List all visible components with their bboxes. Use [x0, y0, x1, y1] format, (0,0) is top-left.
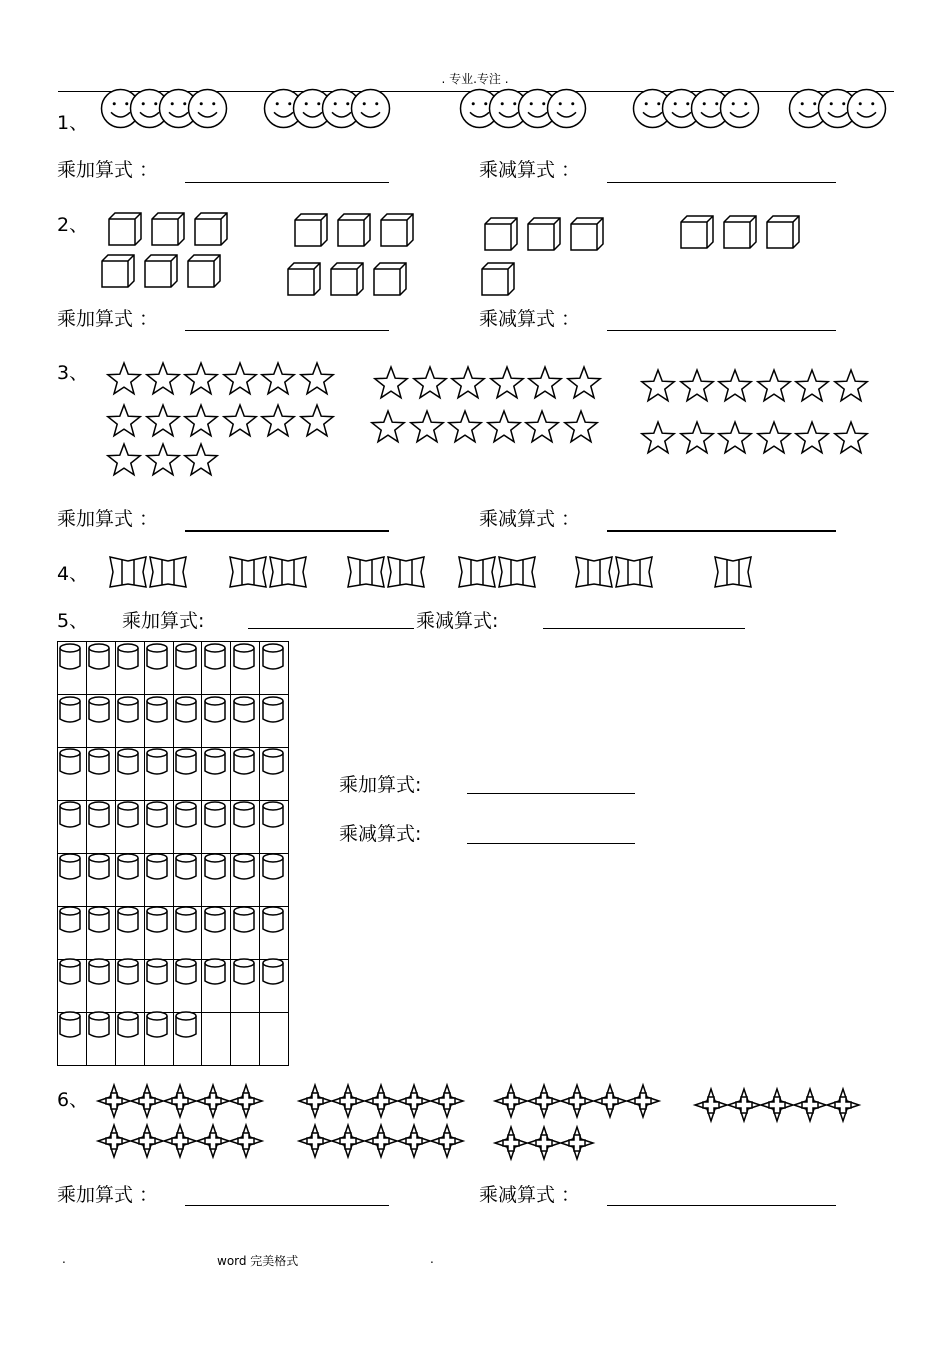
cylinder-icon: [175, 801, 197, 829]
cylinder-icon: [117, 1011, 139, 1039]
cylinder-icon: [88, 1011, 110, 1039]
cube-icon: [570, 217, 604, 251]
cylinder-icon: [88, 801, 110, 829]
page-header: . 专业.专注 .: [441, 72, 509, 86]
diamond-cross-icon: [760, 1088, 794, 1122]
mul-sub-label: 乘减算式 ：: [479, 1184, 581, 1206]
mul-sub-label: 乘减算式:: [416, 610, 499, 632]
smiley-face-icon: [546, 88, 587, 129]
diamond-cross-icon: [97, 1124, 131, 1158]
mul-add-label: 乘加算式 ：: [57, 308, 159, 330]
star-icon: [447, 410, 483, 444]
diamond-cross-icon: [331, 1124, 365, 1158]
star-icon: [833, 369, 869, 403]
cylinder-icon: [59, 906, 81, 934]
diamond-cross-icon: [229, 1084, 263, 1118]
diamond-cross-icon: [229, 1124, 263, 1158]
cylinder-icon: [175, 906, 197, 934]
cylinder-icon: [117, 801, 139, 829]
diamond-cross-icon: [163, 1084, 197, 1118]
cube-icon: [330, 262, 364, 296]
mul-add-label: 乘加算式:: [122, 610, 205, 632]
cube-icon: [481, 262, 515, 296]
cylinder-icon: [204, 643, 226, 671]
cube-icon: [337, 213, 371, 247]
book-icon: [498, 555, 536, 589]
diamond-cross-icon: [793, 1088, 827, 1122]
star-icon: [222, 404, 258, 438]
cylinder-icon: [175, 696, 197, 724]
book-icon: [615, 555, 653, 589]
cylinder-icon: [146, 853, 168, 881]
diamond-cross-icon: [727, 1088, 761, 1122]
star-icon: [833, 421, 869, 455]
cylinder-icon: [59, 801, 81, 829]
star-icon: [299, 404, 335, 438]
diamond-cross-icon: [397, 1084, 431, 1118]
star-icon: [679, 369, 715, 403]
cylinder-icon: [88, 696, 110, 724]
problem-2-number: 2、: [57, 214, 89, 236]
diamond-cross-icon: [626, 1084, 660, 1118]
cylinder-icon: [88, 748, 110, 776]
star-icon: [183, 362, 219, 396]
diamond-cross-icon: [196, 1084, 230, 1118]
diamond-cross-icon: [494, 1126, 528, 1160]
cylinder-icon: [262, 643, 284, 671]
book-icon: [109, 555, 147, 589]
cylinder-icon: [59, 853, 81, 881]
cylinder-icon: [88, 853, 110, 881]
diamond-cross-icon: [331, 1084, 365, 1118]
mul-add-blank[interactable]: [185, 330, 389, 331]
star-icon: [183, 404, 219, 438]
cylinder-icon: [175, 643, 197, 671]
star-icon: [640, 421, 676, 455]
cylinder-icon: [146, 801, 168, 829]
cube-icon: [373, 262, 407, 296]
problem-3-number: 3、: [57, 362, 89, 384]
mul-add-label: 乘加算式 ：: [57, 508, 159, 530]
footer-center: word 完美格式: [217, 1254, 299, 1268]
cylinder-icon: [262, 748, 284, 776]
mul-add-label: 乘加算式 ：: [57, 159, 159, 181]
star-icon: [222, 362, 258, 396]
mul-sub-label: 乘减算式:: [339, 823, 422, 845]
problem-1-number: 1、: [57, 112, 89, 134]
cylinder-icon: [204, 853, 226, 881]
diamond-cross-icon: [163, 1124, 197, 1158]
cube-icon: [108, 212, 142, 246]
cube-icon: [101, 254, 135, 288]
cylinder-icon: [146, 958, 168, 986]
mul-sub-blank[interactable]: [543, 628, 745, 629]
smiley-face-icon: [719, 88, 760, 129]
cylinder-icon: [233, 906, 255, 934]
diamond-cross-icon: [694, 1088, 728, 1122]
cylinder-icon: [117, 958, 139, 986]
diamond-cross-icon: [560, 1126, 594, 1160]
star-icon: [370, 410, 406, 444]
star-icon: [373, 366, 409, 400]
cylinder-icon: [204, 748, 226, 776]
star-icon: [299, 362, 335, 396]
diamond-cross-icon: [298, 1084, 332, 1118]
star-icon: [412, 366, 448, 400]
cube-icon: [380, 213, 414, 247]
cylinder-icon: [175, 748, 197, 776]
problem-5-number: 5、: [57, 610, 89, 632]
cylinder-icon: [88, 958, 110, 986]
star-icon: [260, 362, 296, 396]
cylinder-icon: [262, 853, 284, 881]
book-icon: [149, 555, 187, 589]
diamond-cross-icon: [593, 1084, 627, 1118]
smiley-face-icon: [350, 88, 391, 129]
mul-sub-blank[interactable]: [467, 843, 635, 844]
star-icon: [563, 410, 599, 444]
problem-4-number: 4、: [57, 563, 89, 585]
star-icon: [409, 410, 445, 444]
diamond-cross-icon: [130, 1084, 164, 1118]
star-icon: [524, 410, 560, 444]
star-icon: [145, 443, 181, 477]
diamond-cross-icon: [364, 1084, 398, 1118]
cylinder-icon: [233, 853, 255, 881]
mul-sub-blank[interactable]: [607, 530, 836, 532]
mul-add-blank[interactable]: [185, 530, 389, 532]
star-icon: [106, 443, 142, 477]
cube-icon: [187, 254, 221, 288]
cube-icon: [151, 212, 185, 246]
mul-sub-label: 乘减算式 ：: [479, 508, 581, 530]
star-icon: [106, 404, 142, 438]
cylinder-icon: [146, 748, 168, 776]
grid-cell: [202, 1013, 231, 1066]
cube-icon: [287, 262, 321, 296]
cylinder-icon: [146, 696, 168, 724]
book-icon: [575, 555, 613, 589]
diamond-cross-icon: [826, 1088, 860, 1122]
mul-sub-blank[interactable]: [607, 1205, 836, 1206]
cylinder-icon: [117, 696, 139, 724]
cylinder-icon: [146, 643, 168, 671]
mul-add-label: 乘加算式:: [339, 774, 422, 796]
cylinder-icon: [233, 748, 255, 776]
star-icon: [106, 362, 142, 396]
cylinder-icon: [233, 696, 255, 724]
cylinder-icon: [88, 643, 110, 671]
book-icon: [229, 555, 267, 589]
diamond-cross-icon: [298, 1124, 332, 1158]
cylinder-icon: [233, 801, 255, 829]
cylinder-icon: [117, 643, 139, 671]
star-icon: [489, 366, 525, 400]
book-icon: [458, 555, 496, 589]
cube-icon: [144, 254, 178, 288]
mul-add-blank[interactable]: [467, 793, 635, 794]
footer-right: .: [430, 1252, 434, 1266]
cylinder-icon: [59, 643, 81, 671]
book-icon: [714, 555, 752, 589]
diamond-cross-icon: [397, 1124, 431, 1158]
cylinder-icon: [204, 906, 226, 934]
cylinder-icon: [204, 958, 226, 986]
star-icon: [794, 421, 830, 455]
diamond-cross-icon: [97, 1084, 131, 1118]
star-icon: [145, 404, 181, 438]
star-icon: [527, 366, 563, 400]
mul-sub-label: 乘减算式 ：: [479, 308, 581, 330]
diamond-cross-icon: [430, 1084, 464, 1118]
diamond-cross-icon: [364, 1124, 398, 1158]
cylinder-icon: [59, 748, 81, 776]
cube-icon: [766, 215, 800, 249]
book-icon: [347, 555, 385, 589]
star-icon: [183, 443, 219, 477]
diamond-cross-icon: [196, 1124, 230, 1158]
mul-sub-blank[interactable]: [607, 182, 836, 183]
smiley-face-icon: [846, 88, 887, 129]
mul-add-blank[interactable]: [185, 182, 389, 183]
cylinder-icon: [59, 1011, 81, 1039]
cube-icon: [723, 215, 757, 249]
cylinder-icon: [59, 958, 81, 986]
footer-left: .: [62, 1252, 66, 1266]
star-icon: [260, 404, 296, 438]
cube-icon: [527, 217, 561, 251]
cylinder-icon: [175, 853, 197, 881]
cylinder-icon: [262, 906, 284, 934]
cube-icon: [484, 217, 518, 251]
cylinder-icon: [117, 748, 139, 776]
cylinder-icon: [175, 958, 197, 986]
book-icon: [269, 555, 307, 589]
cylinder-icon: [233, 643, 255, 671]
grid-cell: [260, 1013, 289, 1066]
star-icon: [566, 366, 602, 400]
star-icon: [679, 421, 715, 455]
mul-add-blank[interactable]: [248, 628, 414, 629]
mul-add-blank[interactable]: [185, 1205, 389, 1206]
diamond-cross-icon: [560, 1084, 594, 1118]
cylinder-icon: [204, 696, 226, 724]
diamond-cross-icon: [494, 1084, 528, 1118]
smiley-face-icon: [187, 88, 228, 129]
cylinder-icon: [117, 906, 139, 934]
star-icon: [450, 366, 486, 400]
star-icon: [486, 410, 522, 444]
diamond-cross-icon: [527, 1084, 561, 1118]
cube-icon: [294, 213, 328, 247]
cube-icon: [194, 212, 228, 246]
cylinder-icon: [59, 696, 81, 724]
book-icon: [387, 555, 425, 589]
cylinder-icon: [233, 958, 255, 986]
cube-icon: [680, 215, 714, 249]
cylinder-icon: [262, 958, 284, 986]
problem-6-number: 6、: [57, 1089, 89, 1111]
star-icon: [717, 369, 753, 403]
grid-cell: [231, 1013, 260, 1066]
star-icon: [717, 421, 753, 455]
star-icon: [756, 369, 792, 403]
star-icon: [794, 369, 830, 403]
mul-sub-blank[interactable]: [607, 330, 836, 331]
diamond-cross-icon: [130, 1124, 164, 1158]
diamond-cross-icon: [430, 1124, 464, 1158]
mul-add-label: 乘加算式 ：: [57, 1184, 159, 1206]
star-icon: [756, 421, 792, 455]
diamond-cross-icon: [527, 1126, 561, 1160]
cylinder-icon: [204, 801, 226, 829]
cylinder-icon: [117, 853, 139, 881]
cylinder-icon: [175, 1011, 197, 1039]
star-icon: [145, 362, 181, 396]
cylinder-icon: [146, 906, 168, 934]
star-icon: [640, 369, 676, 403]
cylinder-icon: [262, 696, 284, 724]
cylinder-icon: [262, 801, 284, 829]
cylinder-icon: [146, 1011, 168, 1039]
cylinder-icon: [88, 906, 110, 934]
mul-sub-label: 乘减算式 ：: [479, 159, 581, 181]
